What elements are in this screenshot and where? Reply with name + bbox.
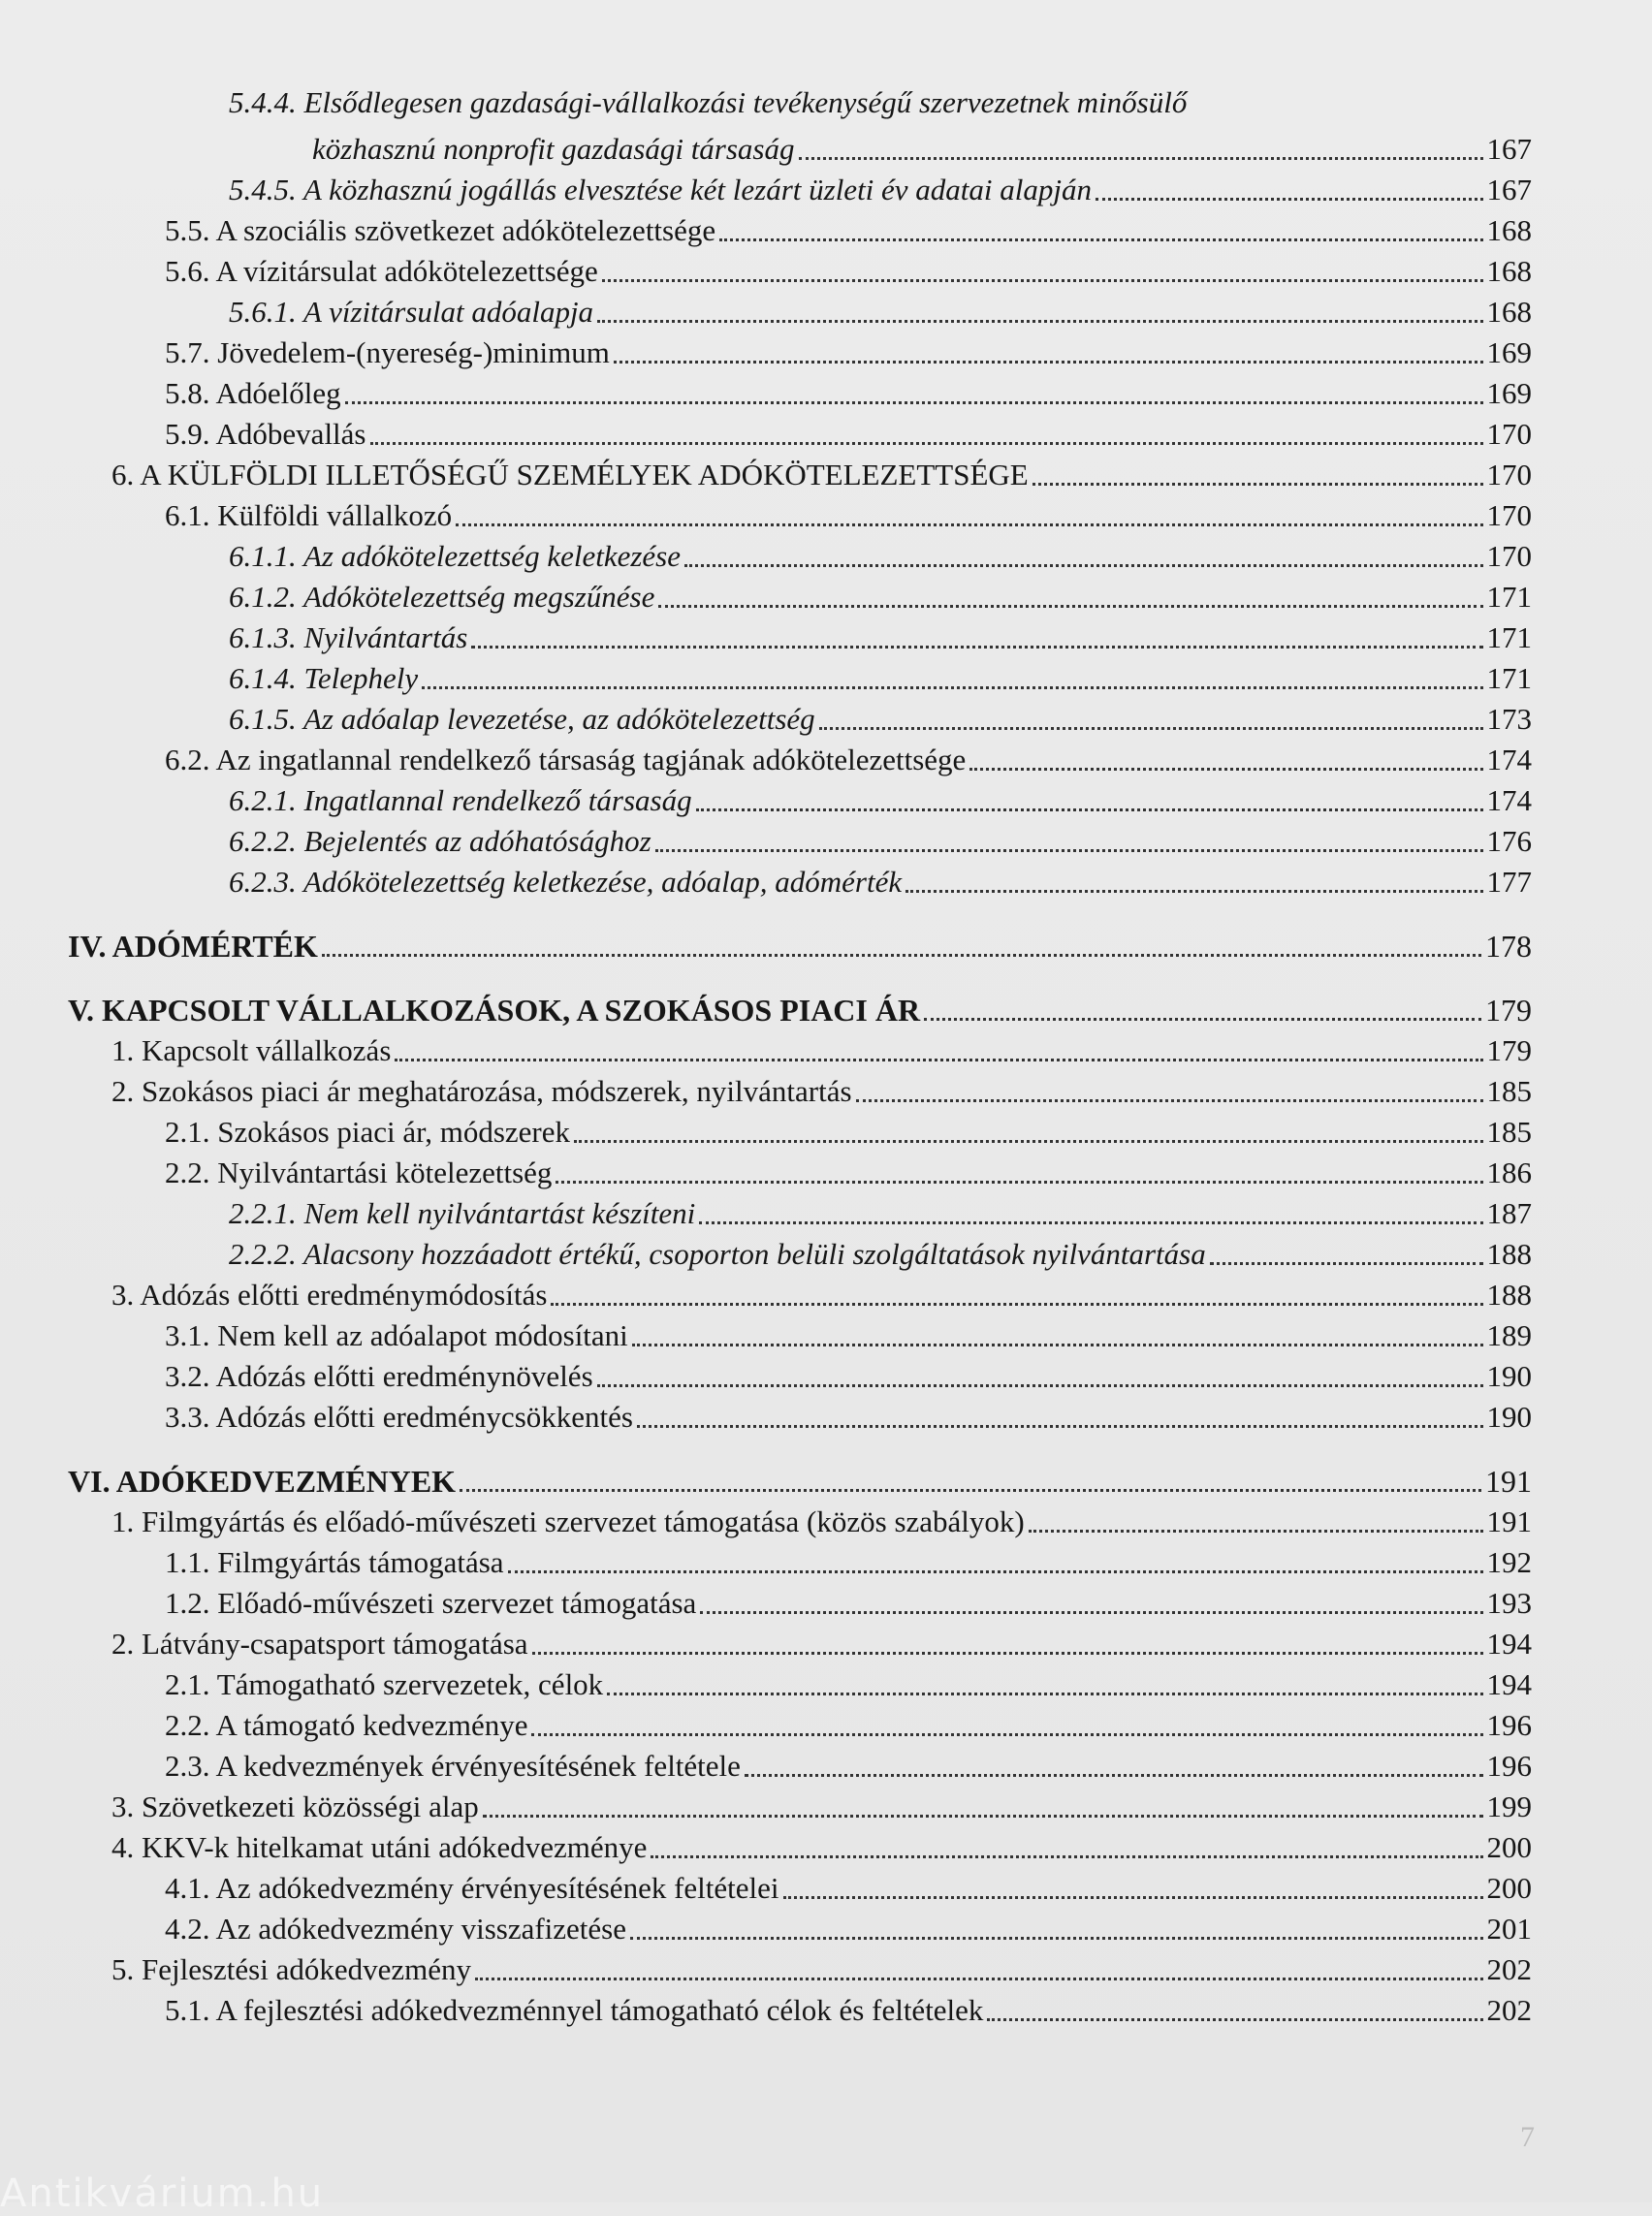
toc-row-label: 1. Kapcsolt vállalkozás xyxy=(111,1033,392,1067)
toc-row-page: 169 xyxy=(1486,335,1532,369)
toc-row-label: 1. Filmgyártás és előadó-művészeti szervezet támogatása (közös szabályok) xyxy=(111,1504,1025,1538)
toc-row-page: 168 xyxy=(1486,295,1532,329)
toc-row-label: 5.5. A szociális szövetkezet adókötelezettsége xyxy=(165,213,716,247)
toc-row-label: 2. Szokásos piaci ár meghatározása, módszerek, nyilvántartás xyxy=(111,1074,852,1108)
toc-row-label: 3. Szövetkezeti közösségi alap xyxy=(111,1789,479,1823)
toc-row-label: V. KAPCSOLT VÁLLALKOZÁSOK, A SZOKÁSOS PIACI ÁR xyxy=(68,993,921,1028)
toc-row xyxy=(68,1028,1532,1068)
toc-row-label: 6.1. Külföldi vállalkozó xyxy=(165,498,453,532)
toc-row xyxy=(68,818,1532,859)
toc-row-label: 5. Fejlesztési adókedvezmény xyxy=(111,1952,472,1986)
toc-row-page: 170 xyxy=(1486,458,1532,491)
toc-row-page: 174 xyxy=(1486,743,1532,776)
toc-row xyxy=(68,1231,1532,1272)
toc-row xyxy=(68,1272,1532,1313)
toc-leader-dots xyxy=(322,954,1481,957)
toc-row-page: 186 xyxy=(1486,1155,1532,1189)
toc-row-page: 167 xyxy=(1486,132,1532,166)
toc-row-label: 2.1. Támogatható szervezetek, célok xyxy=(165,1667,604,1701)
toc-row-page: 188 xyxy=(1486,1278,1532,1312)
toc-leader-dots xyxy=(924,1018,1481,1021)
toc-row-page: 188 xyxy=(1486,1237,1532,1271)
toc-leader-dots xyxy=(684,564,1483,567)
toc-row-label: 6.2.3. Adókötelezettség keletkezése, adóalap, adómérték xyxy=(229,865,903,899)
toc-leader-dots xyxy=(1210,1262,1483,1265)
toc-row-label: 1.2. Előadó-művészeti szervezet támogatása xyxy=(165,1586,697,1620)
toc-row-label: 4.1. Az adókedvezmény érvényesítésének feltételei xyxy=(165,1871,779,1905)
toc-row xyxy=(68,1109,1532,1150)
toc-leader-dots xyxy=(556,1181,1482,1184)
toc-leader-dots xyxy=(1032,483,1483,486)
toc-row-page: 192 xyxy=(1486,1545,1532,1579)
toc-row-page: 168 xyxy=(1486,254,1532,288)
toc-row-page: 187 xyxy=(1486,1196,1532,1230)
toc-leader-dots xyxy=(783,1896,1483,1899)
toc-row-page: 173 xyxy=(1486,702,1532,736)
toc-row-page: 200 xyxy=(1486,1871,1532,1905)
toc-row-page: 196 xyxy=(1486,1708,1532,1742)
toc-leader-dots xyxy=(395,1059,1482,1061)
toc-row-page: 178 xyxy=(1485,929,1532,964)
toc-row-page: 174 xyxy=(1486,783,1532,817)
toc-row-page: 193 xyxy=(1486,1586,1532,1620)
toc-leader-dots xyxy=(969,768,1482,771)
toc-entry-line: 5.4.4. Elsődlegesen gazdasági-vállalkozási tevékenységű szervezetnek minősülő xyxy=(229,85,1188,119)
toc-row xyxy=(68,737,1532,777)
toc-leader-dots xyxy=(745,1774,1483,1777)
toc-leader-dots xyxy=(614,361,1483,364)
toc-leader-dots xyxy=(799,157,1483,160)
toc-leader-dots xyxy=(508,1570,1483,1573)
toc-row xyxy=(68,923,1532,964)
toc-row-label: 5.6.1. A vízitársulat adóalapja xyxy=(229,295,594,329)
toc-leader-dots xyxy=(856,1099,1483,1102)
toc-row-page: 171 xyxy=(1486,661,1532,695)
toc-row xyxy=(68,1539,1532,1580)
toc-row xyxy=(68,1580,1532,1621)
toc-row xyxy=(68,859,1532,900)
toc-row xyxy=(68,1702,1532,1743)
toc-row-page: 202 xyxy=(1486,1952,1532,1986)
toc-row xyxy=(68,1865,1532,1906)
toc-row-label: 3.1. Nem kell az adóalapot módosítani xyxy=(165,1318,628,1352)
toc-leader-dots xyxy=(630,1937,1482,1940)
toc-row xyxy=(68,1313,1532,1353)
toc-leader-dots xyxy=(471,646,1482,649)
toc-leader-dots xyxy=(532,1652,1483,1655)
toc-row-page: 190 xyxy=(1486,1359,1532,1393)
toc-row-page: 199 xyxy=(1486,1789,1532,1823)
toc-row xyxy=(68,1458,1532,1499)
toc-leader-dots xyxy=(456,523,1482,526)
toc-row xyxy=(68,655,1532,696)
toc-row-page: 201 xyxy=(1486,1912,1532,1946)
toc-row-page: 170 xyxy=(1486,539,1532,573)
toc-row-label: 5.1. A fejlesztési adókedvezménnyel támogatható célok és feltételek xyxy=(165,1993,984,2027)
toc-row-page: 189 xyxy=(1486,1318,1532,1352)
toc-row xyxy=(68,1150,1532,1190)
toc-row-label: 6.1.5. Az adóalap levezetése, az adókötelezettség xyxy=(229,702,815,736)
toc-row xyxy=(68,330,1532,370)
toc-leader-dots xyxy=(658,605,1482,608)
toc-row-page: 194 xyxy=(1486,1667,1532,1701)
toc-row-page: 185 xyxy=(1486,1074,1532,1108)
toc-row-label: 2.2. A támogató kedvezménye xyxy=(165,1708,528,1742)
toc-row xyxy=(68,207,1532,248)
toc-leader-dots xyxy=(655,849,1483,852)
toc-row xyxy=(68,126,1532,167)
toc-row-label: közhasznú nonprofit gazdasági társaság xyxy=(312,132,795,166)
toc-row xyxy=(68,1784,1532,1824)
toc-leader-dots xyxy=(637,1425,1483,1428)
toc-row-label: 6.1.2. Adókötelezettség megszűnése xyxy=(229,580,655,614)
toc-leader-dots xyxy=(1029,1530,1483,1533)
toc-row xyxy=(68,1394,1532,1435)
toc-row xyxy=(68,696,1532,737)
toc-leader-dots xyxy=(460,1489,1481,1492)
toc-row-label: 6. A KÜLFÖLDI ILLETŐSÉGŰ SZEMÉLYEK ADÓKÖTELEZETTSÉGE xyxy=(111,458,1029,491)
toc-leader-dots xyxy=(574,1140,1482,1143)
watermark: Antikvárium.hu xyxy=(0,2171,325,2216)
toc-leader-dots xyxy=(819,727,1483,730)
toc-row-page: 169 xyxy=(1486,376,1532,410)
toc-leader-dots xyxy=(719,238,1482,241)
toc-row xyxy=(68,1947,1532,1987)
toc-row-page: 176 xyxy=(1486,824,1532,858)
toc-row-label: 2. Látvány-csapatsport támogatása xyxy=(111,1627,528,1661)
toc-row-page: 179 xyxy=(1486,1033,1532,1067)
toc-leader-dots xyxy=(602,279,1483,282)
toc-row-label: 3. Adózás előtti eredménymódosítás xyxy=(111,1278,548,1312)
toc-row xyxy=(68,1621,1532,1662)
toc-leader-dots xyxy=(632,1344,1483,1346)
table-of-contents xyxy=(68,85,1532,2028)
toc-row-label: 1.1. Filmgyártás támogatása xyxy=(165,1545,504,1579)
toc-leader-dots xyxy=(987,2018,1482,2021)
toc-row-page: 177 xyxy=(1486,865,1532,899)
toc-leader-dots xyxy=(475,1978,1482,1980)
toc-row xyxy=(68,167,1532,207)
toc-leader-dots xyxy=(597,320,1482,323)
toc-row-label: VI. ADÓKEDVEZMÉNYEK xyxy=(68,1464,457,1499)
toc-leader-dots xyxy=(531,1733,1482,1736)
toc-row xyxy=(68,1987,1532,2028)
toc-leader-dots xyxy=(345,401,1483,404)
toc-row-page: 191 xyxy=(1486,1504,1532,1538)
toc-row-label: 6.1.4. Telephely xyxy=(229,661,419,695)
toc-row-label: 6.2.2. Bejelentés az adóhatósághoz xyxy=(229,824,651,858)
toc-row xyxy=(68,289,1532,330)
toc-row-label: 5.9. Adóbevallás xyxy=(165,417,366,451)
toc-row-label: 3.2. Adózás előtti eredménynövelés xyxy=(165,1359,593,1393)
toc-row xyxy=(68,615,1532,655)
toc-row-label: IV. ADÓMÉRTÉK xyxy=(68,929,318,964)
toc-row-page: 171 xyxy=(1486,580,1532,614)
toc-row-page: 190 xyxy=(1486,1400,1532,1434)
toc-row-page: 170 xyxy=(1486,417,1532,451)
toc-row-label: 2.2.1. Nem kell nyilvántartást készíteni xyxy=(229,1196,696,1230)
footer-page-number: 7 xyxy=(1520,2121,1535,2153)
toc-row-page: 167 xyxy=(1486,173,1532,206)
toc-row-label: 2.2.2. Alacsony hozzáadott értékű, csoporton belüli szolgáltatások nyilvántartása xyxy=(229,1237,1206,1271)
toc-row-page: 200 xyxy=(1486,1830,1532,1864)
toc-row xyxy=(68,1353,1532,1394)
toc-row xyxy=(68,1824,1532,1865)
toc-row-page: 171 xyxy=(1486,620,1532,654)
toc-row-label: 6.1.3. Nyilvántartás xyxy=(229,620,468,654)
toc-row-page: 168 xyxy=(1486,213,1532,247)
toc-row xyxy=(68,1743,1532,1784)
toc-row-label: 6.2. Az ingatlannal rendelkező társaság tagjának adókötelezettsége xyxy=(165,743,967,776)
toc-row xyxy=(68,1906,1532,1947)
toc-leader-dots xyxy=(699,1221,1482,1224)
toc-row xyxy=(68,533,1532,574)
toc-row xyxy=(68,411,1532,452)
toc-row xyxy=(68,987,1532,1028)
toc-leader-dots xyxy=(551,1303,1482,1306)
toc-row-page: 196 xyxy=(1486,1749,1532,1783)
toc-row xyxy=(68,1662,1532,1702)
toc-leader-dots xyxy=(651,1855,1482,1858)
toc-row-label: 2.2. Nyilvántartási kötelezettség xyxy=(165,1155,553,1189)
toc-row-page: 170 xyxy=(1486,498,1532,532)
toc-row-label: 5.6. A vízitársulat adókötelezettsége xyxy=(165,254,598,288)
toc-row-label: 2.3. A kedvezmények érvényesítésének feltétele xyxy=(165,1749,741,1783)
toc-row xyxy=(68,1499,1532,1539)
toc-row-page: 185 xyxy=(1486,1115,1532,1149)
toc-leader-dots xyxy=(597,1384,1483,1387)
toc-row xyxy=(68,777,1532,818)
toc-row-page: 191 xyxy=(1485,1464,1532,1499)
toc-row-page: 202 xyxy=(1486,1993,1532,2027)
toc-row xyxy=(68,248,1532,289)
toc-row xyxy=(68,370,1532,411)
toc-row xyxy=(68,492,1532,533)
toc-leader-dots xyxy=(422,686,1482,689)
toc-leader-dots xyxy=(696,808,1483,811)
toc-leader-dots xyxy=(700,1611,1482,1614)
toc-row-label: 6.2.1. Ingatlannal rendelkező társaság xyxy=(229,783,692,817)
toc-row-label: 5.8. Adóelőleg xyxy=(165,376,341,410)
toc-row-label: 5.7. Jövedelem-(nyereség-)minimum xyxy=(165,335,610,369)
toc-leader-dots xyxy=(483,1815,1483,1818)
toc-row xyxy=(68,452,1532,492)
toc-row-label: 5.4.5. A közhasznú jogállás elvesztése két lezárt üzleti év adatai alapján xyxy=(229,173,1093,206)
toc-row-label: 6.1.1. Az adókötelezettség keletkezése xyxy=(229,539,681,573)
toc-leader-dots xyxy=(905,890,1482,893)
toc-row xyxy=(68,574,1532,615)
toc-leader-dots xyxy=(607,1693,1482,1695)
toc-leader-dots xyxy=(370,442,1483,445)
toc-row-label: 3.3. Adózás előtti eredménycsökkentés xyxy=(165,1400,633,1434)
toc-row-label: 2.1. Szokásos piaci ár, módszerek xyxy=(165,1115,571,1149)
toc-row-label: 4.2. Az adókedvezmény visszafizetése xyxy=(165,1912,627,1946)
toc-row-label: 4. KKV-k hitelkamat utáni adókedvezménye xyxy=(111,1830,648,1864)
toc-leader-dots xyxy=(1096,198,1482,201)
toc-row xyxy=(68,1190,1532,1231)
toc-row-page: 194 xyxy=(1486,1627,1532,1661)
toc-row xyxy=(68,1068,1532,1109)
toc-row-page: 179 xyxy=(1485,993,1532,1028)
